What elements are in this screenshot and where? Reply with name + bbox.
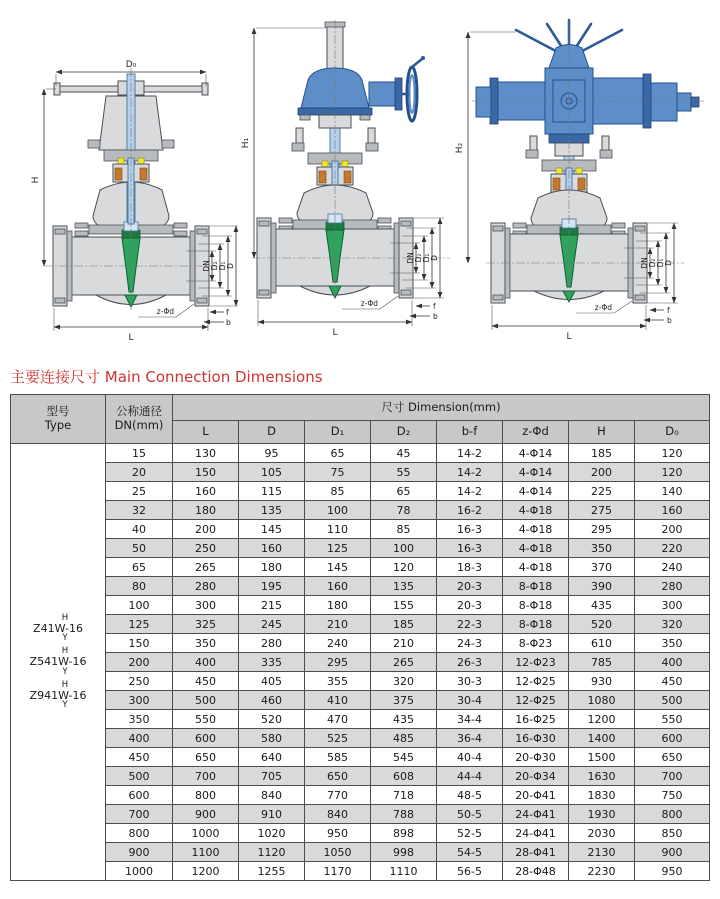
valve-type: H Z941W-16 Y: [29, 679, 87, 711]
dim-label-l: L: [566, 332, 572, 340]
dim-cell: 16-2: [437, 501, 503, 520]
col-header-bf: b-f: [437, 421, 503, 444]
dim-cell: 350: [569, 539, 635, 558]
dim-cell: 1255: [239, 862, 305, 881]
dim-cell: 20-Φ34: [503, 767, 569, 786]
dim-cell: 85: [371, 520, 437, 539]
dim-cell: 44-4: [437, 767, 503, 786]
dim-cell: 930: [569, 672, 635, 691]
dim-cell: 410: [305, 691, 371, 710]
dim-cell: 12-Φ23: [503, 653, 569, 672]
table-row: [11, 596, 710, 615]
dim-cell: 405: [239, 672, 305, 691]
dn-cell: 65: [106, 558, 173, 577]
dim-label-l: L: [332, 328, 338, 338]
dim-cell: 8-Φ18: [503, 577, 569, 596]
dn-cell: 100: [106, 596, 173, 615]
table-row: [11, 710, 710, 729]
dim-cell: 200: [569, 463, 635, 482]
dim-cell: 1120: [239, 843, 305, 862]
dim-cell: 545: [371, 748, 437, 767]
dim-cell: 400: [635, 653, 710, 672]
bevel-gear-operator: [298, 56, 425, 121]
dim-cell: 280: [239, 634, 305, 653]
dim-cell: 840: [305, 805, 371, 824]
dim-cell: 130: [173, 444, 239, 463]
dim-cell: 14-2: [437, 463, 503, 482]
dim-cell: 640: [239, 748, 305, 767]
dim-cell: 610: [569, 634, 635, 653]
dim-label-dn: DN: [202, 260, 211, 272]
dim-cell: 585: [305, 748, 371, 767]
dim-cell: 16-3: [437, 520, 503, 539]
col-header-type-en: Type: [44, 418, 72, 432]
dim-cell: 40-4: [437, 748, 503, 767]
dim-cell: 12-Φ25: [503, 691, 569, 710]
dim-cell: 120: [371, 558, 437, 577]
dim-label-d1: D₁: [422, 253, 431, 263]
dim-cell: 180: [173, 501, 239, 520]
dn-cell: 20: [106, 463, 173, 482]
table-row: [11, 767, 710, 786]
dim-cell: 26-3: [437, 653, 503, 672]
dim-cell: 100: [305, 501, 371, 520]
dim-cell: 520: [569, 615, 635, 634]
dim-cell: 320: [635, 615, 710, 634]
dim-cell: 718: [371, 786, 437, 805]
dim-cell: 300: [635, 596, 710, 615]
dim-label-d: D: [430, 255, 439, 261]
side-handwheel-icon: [402, 56, 425, 121]
table-row: [11, 482, 710, 501]
table-row: [11, 824, 710, 843]
dim-cell: 325: [173, 615, 239, 634]
dim-label-zphid: z-Φd: [594, 303, 612, 312]
dim-cell: 135: [371, 577, 437, 596]
dn-cell: 450: [106, 748, 173, 767]
col-header-L: L: [173, 421, 239, 444]
dim-label-d2: D₂: [210, 261, 219, 271]
dim-cell: 160: [305, 577, 371, 596]
dim-cell: 20-3: [437, 596, 503, 615]
dim-cell: 240: [635, 558, 710, 577]
dim-cell: 4-Φ18: [503, 501, 569, 520]
col-header-dn-zh: 公称通径: [116, 404, 162, 419]
dim-cell: 16-3: [437, 539, 503, 558]
dim-cell: 24-Φ41: [503, 805, 569, 824]
dim-cell: 75: [305, 463, 371, 482]
dim-cell: 2230: [569, 862, 635, 881]
dim-cell: 55: [371, 463, 437, 482]
dim-cell: 105: [239, 463, 305, 482]
dn-cell: 800: [106, 824, 173, 843]
dim-cell: 20-Φ30: [503, 748, 569, 767]
dim-label-d1: D₁: [218, 261, 227, 271]
table-row: [11, 520, 710, 539]
dim-cell: 200: [635, 520, 710, 539]
dim-cell: 300: [173, 596, 239, 615]
dim-label-dn: DN: [406, 252, 415, 264]
col-header-dimension: 尺寸 Dimension(mm): [173, 395, 710, 421]
col-header-type-zh: 型号: [46, 404, 70, 419]
dim-cell: 85: [305, 482, 371, 501]
dim-cell: 36-4: [437, 729, 503, 748]
dim-cell: 45: [371, 444, 437, 463]
dim-cell: 850: [635, 824, 710, 843]
table-row: [11, 558, 710, 577]
dimension-table: [10, 394, 710, 881]
dim-cell: 65: [371, 482, 437, 501]
dim-label-f: f: [226, 308, 229, 317]
dim-cell: 180: [239, 558, 305, 577]
col-header-D2: D₂: [371, 421, 437, 444]
dim-cell: 16-Φ30: [503, 729, 569, 748]
dim-label-b: b: [226, 318, 231, 327]
dim-cell: 550: [635, 710, 710, 729]
dim-label-b: b: [667, 316, 672, 325]
dim-label-d: D: [664, 260, 673, 266]
col-header-D0: D₀: [635, 421, 710, 444]
dim-cell: 500: [635, 691, 710, 710]
table-row: [11, 615, 710, 634]
dim-label-h1: H₁: [241, 137, 251, 149]
table-row: [11, 748, 710, 767]
dim-cell: 898: [371, 824, 437, 843]
dim-cell: 78: [371, 501, 437, 520]
dim-cell: 600: [635, 729, 710, 748]
dim-cell: 1930: [569, 805, 635, 824]
dn-cell: 40: [106, 520, 173, 539]
dim-cell: 4-Φ18: [503, 558, 569, 577]
bevel-gear-gate-valve-drawing: [240, 8, 465, 340]
dim-cell: 1020: [239, 824, 305, 843]
dim-cell: 185: [371, 615, 437, 634]
dim-cell: 1000: [173, 824, 239, 843]
dim-cell: 245: [239, 615, 305, 634]
dim-cell: 650: [635, 748, 710, 767]
table-row: [11, 843, 710, 862]
dn-cell: 50: [106, 539, 173, 558]
dim-cell: 1110: [371, 862, 437, 881]
dn-cell: 80: [106, 577, 173, 596]
dim-cell: 650: [173, 748, 239, 767]
dim-cell: 14-2: [437, 444, 503, 463]
col-header-D1: D₁: [305, 421, 371, 444]
dim-cell: 320: [371, 672, 437, 691]
dim-cell: 200: [173, 520, 239, 539]
dim-cell: 1200: [569, 710, 635, 729]
dn-cell: 150: [106, 634, 173, 653]
dim-cell: 800: [635, 805, 710, 824]
dn-cell: 15: [106, 444, 173, 463]
dim-label-d0: D₀: [125, 60, 137, 70]
dn-cell: 500: [106, 767, 173, 786]
dim-cell: 150: [173, 463, 239, 482]
dn-cell: 125: [106, 615, 173, 634]
dim-cell: 110: [305, 520, 371, 539]
col-header-dn: [106, 395, 173, 444]
dim-cell: 275: [569, 501, 635, 520]
dn-cell: 200: [106, 653, 173, 672]
dn-cell: 600: [106, 786, 173, 805]
dim-cell: 145: [305, 558, 371, 577]
dim-cell: 390: [569, 577, 635, 596]
dim-cell: 998: [371, 843, 437, 862]
dim-cell: 8-Φ18: [503, 615, 569, 634]
dim-cell: 225: [569, 482, 635, 501]
dim-label-d2: D₂: [648, 258, 657, 268]
table-row: [11, 539, 710, 558]
electric-gate-valve-drawing: [454, 8, 712, 340]
section-title: 主要连接尺寸 Main Connection Dimensions: [10, 368, 323, 386]
dim-cell: 12-Φ25: [503, 672, 569, 691]
dim-cell: 4-Φ18: [503, 539, 569, 558]
dim-cell: 240: [305, 634, 371, 653]
dim-cell: 2030: [569, 824, 635, 843]
dn-cell: 300: [106, 691, 173, 710]
dim-cell: 788: [371, 805, 437, 824]
col-header-type: [11, 395, 106, 444]
dim-label-f: f: [667, 306, 670, 315]
dim-cell: 185: [569, 444, 635, 463]
dim-cell: 950: [635, 862, 710, 881]
dim-cell: 580: [239, 729, 305, 748]
dn-cell: 700: [106, 805, 173, 824]
valve-body: [44, 68, 226, 310]
dim-label-d1: D₁: [656, 258, 665, 268]
dim-cell: 525: [305, 729, 371, 748]
dim-cell: 65: [305, 444, 371, 463]
dim-cell: 52-5: [437, 824, 503, 843]
dn-cell: 25: [106, 482, 173, 501]
dim-cell: 155: [371, 596, 437, 615]
dim-cell: 375: [371, 691, 437, 710]
dim-cell: 18-3: [437, 558, 503, 577]
dim-cell: 20-Φ41: [503, 786, 569, 805]
dim-cell: 608: [371, 767, 437, 786]
dim-cell: 705: [239, 767, 305, 786]
dim-cell: 785: [569, 653, 635, 672]
dim-cell: 16-Φ25: [503, 710, 569, 729]
electric-actuator: [476, 20, 699, 143]
dim-cell: 280: [635, 577, 710, 596]
dim-label-h: H: [31, 176, 41, 184]
table-row: [11, 501, 710, 520]
dim-cell: 120: [635, 463, 710, 482]
dim-cell: 265: [371, 653, 437, 672]
dn-cell: 900: [106, 843, 173, 862]
dim-cell: 135: [239, 501, 305, 520]
dim-cell: 160: [239, 539, 305, 558]
dim-cell: 14-2: [437, 482, 503, 501]
dim-cell: 8-Φ18: [503, 596, 569, 615]
dim-cell: 210: [305, 615, 371, 634]
table-row: [11, 786, 710, 805]
dim-cell: 550: [173, 710, 239, 729]
valve-type: H Z41W-16 Y: [33, 612, 83, 644]
dn-cell: 250: [106, 672, 173, 691]
dim-cell: 520: [239, 710, 305, 729]
dim-cell: 1630: [569, 767, 635, 786]
dim-cell: 750: [635, 786, 710, 805]
dim-cell: 160: [635, 501, 710, 520]
dim-cell: 450: [635, 672, 710, 691]
dim-cell: 700: [173, 767, 239, 786]
dim-cell: 215: [239, 596, 305, 615]
dn-cell: 32: [106, 501, 173, 520]
dim-cell: 210: [371, 634, 437, 653]
table-row: [11, 444, 710, 463]
dn-cell: 1000: [106, 862, 173, 881]
dim-cell: 1100: [173, 843, 239, 862]
dim-cell: 600: [173, 729, 239, 748]
dim-label-l: L: [128, 333, 134, 343]
table-row: [11, 577, 710, 596]
dim-cell: 370: [569, 558, 635, 577]
dim-cell: 1400: [569, 729, 635, 748]
dim-cell: 350: [173, 634, 239, 653]
dim-cell: 1830: [569, 786, 635, 805]
dim-label-h2: H₂: [455, 142, 465, 154]
dim-cell: 100: [371, 539, 437, 558]
table-row: [11, 634, 710, 653]
dim-cell: 28-Φ41: [503, 843, 569, 862]
dim-cell: 56-5: [437, 862, 503, 881]
dim-cell: 280: [173, 577, 239, 596]
dim-cell: 28-Φ48: [503, 862, 569, 881]
valve-diagrams: [0, 0, 720, 354]
table-row: [11, 691, 710, 710]
dim-cell: 50-5: [437, 805, 503, 824]
dim-cell: 4-Φ14: [503, 444, 569, 463]
dim-cell: 400: [173, 653, 239, 672]
dim-cell: 8-Φ23: [503, 634, 569, 653]
dim-label-zphid: z-Φd: [156, 307, 174, 316]
dim-cell: 335: [239, 653, 305, 672]
dim-label-d: D: [226, 263, 235, 269]
dim-cell: 840: [239, 786, 305, 805]
dim-cell: 24-Φ41: [503, 824, 569, 843]
dim-cell: 54-5: [437, 843, 503, 862]
dim-cell: 22-3: [437, 615, 503, 634]
dim-cell: 4-Φ18: [503, 520, 569, 539]
dim-cell: 470: [305, 710, 371, 729]
table-row: [11, 653, 710, 672]
handwheel-gate-valve-drawing: [26, 54, 238, 350]
dim-cell: 355: [305, 672, 371, 691]
dim-cell: 435: [371, 710, 437, 729]
dim-cell: 115: [239, 482, 305, 501]
dim-cell: 770: [305, 786, 371, 805]
dim-cell: 450: [173, 672, 239, 691]
dim-cell: 4-Φ14: [503, 463, 569, 482]
dim-label-b: b: [433, 312, 438, 321]
dim-cell: 700: [635, 767, 710, 786]
dim-cell: 180: [305, 596, 371, 615]
valve-type: H Z541W-16 Y: [29, 646, 87, 677]
dim-cell: 485: [371, 729, 437, 748]
dim-cell: 30-3: [437, 672, 503, 691]
col-header-zphid: z-Φd: [503, 421, 569, 444]
dim-cell: 160: [173, 482, 239, 501]
table-row: [11, 463, 710, 482]
dim-cell: 1500: [569, 748, 635, 767]
dim-cell: 950: [305, 824, 371, 843]
dim-cell: 20-3: [437, 577, 503, 596]
dim-cell: 125: [305, 539, 371, 558]
dim-cell: 460: [239, 691, 305, 710]
dim-cell: 910: [239, 805, 305, 824]
dim-label-f: f: [433, 302, 436, 311]
table-row: [11, 729, 710, 748]
dim-cell: 1050: [305, 843, 371, 862]
dim-cell: 295: [569, 520, 635, 539]
table-row: [11, 805, 710, 824]
dim-cell: 30-4: [437, 691, 503, 710]
dim-label-zphid: z-Φd: [360, 299, 378, 308]
dim-cell: 650: [305, 767, 371, 786]
col-header-H: H: [569, 421, 635, 444]
dim-cell: 145: [239, 520, 305, 539]
col-header-D: D: [239, 421, 305, 444]
dim-cell: 435: [569, 596, 635, 615]
dim-label-d2: D₂: [414, 253, 423, 263]
dim-cell: 95: [239, 444, 305, 463]
dn-cell: 400: [106, 729, 173, 748]
dim-cell: 500: [173, 691, 239, 710]
dim-cell: 2130: [569, 843, 635, 862]
dim-cell: 1080: [569, 691, 635, 710]
valve-type-cell: [11, 444, 106, 881]
dim-cell: 900: [173, 805, 239, 824]
dim-cell: 48-5: [437, 786, 503, 805]
dim-cell: 350: [635, 634, 710, 653]
dim-cell: 24-3: [437, 634, 503, 653]
table-row: [11, 672, 710, 691]
dim-cell: 120: [635, 444, 710, 463]
dim-label-dn: DN: [640, 257, 649, 269]
table-row: [11, 862, 710, 881]
dim-cell: 900: [635, 843, 710, 862]
dim-cell: 800: [173, 786, 239, 805]
dim-cell: 4-Φ14: [503, 482, 569, 501]
dim-cell: 265: [173, 558, 239, 577]
dim-cell: 140: [635, 482, 710, 501]
dim-cell: 1170: [305, 862, 371, 881]
dim-cell: 1200: [173, 862, 239, 881]
dim-cell: 250: [173, 539, 239, 558]
col-header-dn-en: DN(mm): [114, 418, 164, 432]
dn-cell: 350: [106, 710, 173, 729]
dim-cell: 295: [305, 653, 371, 672]
dim-cell: 195: [239, 577, 305, 596]
dim-cell: 34-4: [437, 710, 503, 729]
dimension-table-body: [11, 444, 710, 881]
dim-cell: 220: [635, 539, 710, 558]
